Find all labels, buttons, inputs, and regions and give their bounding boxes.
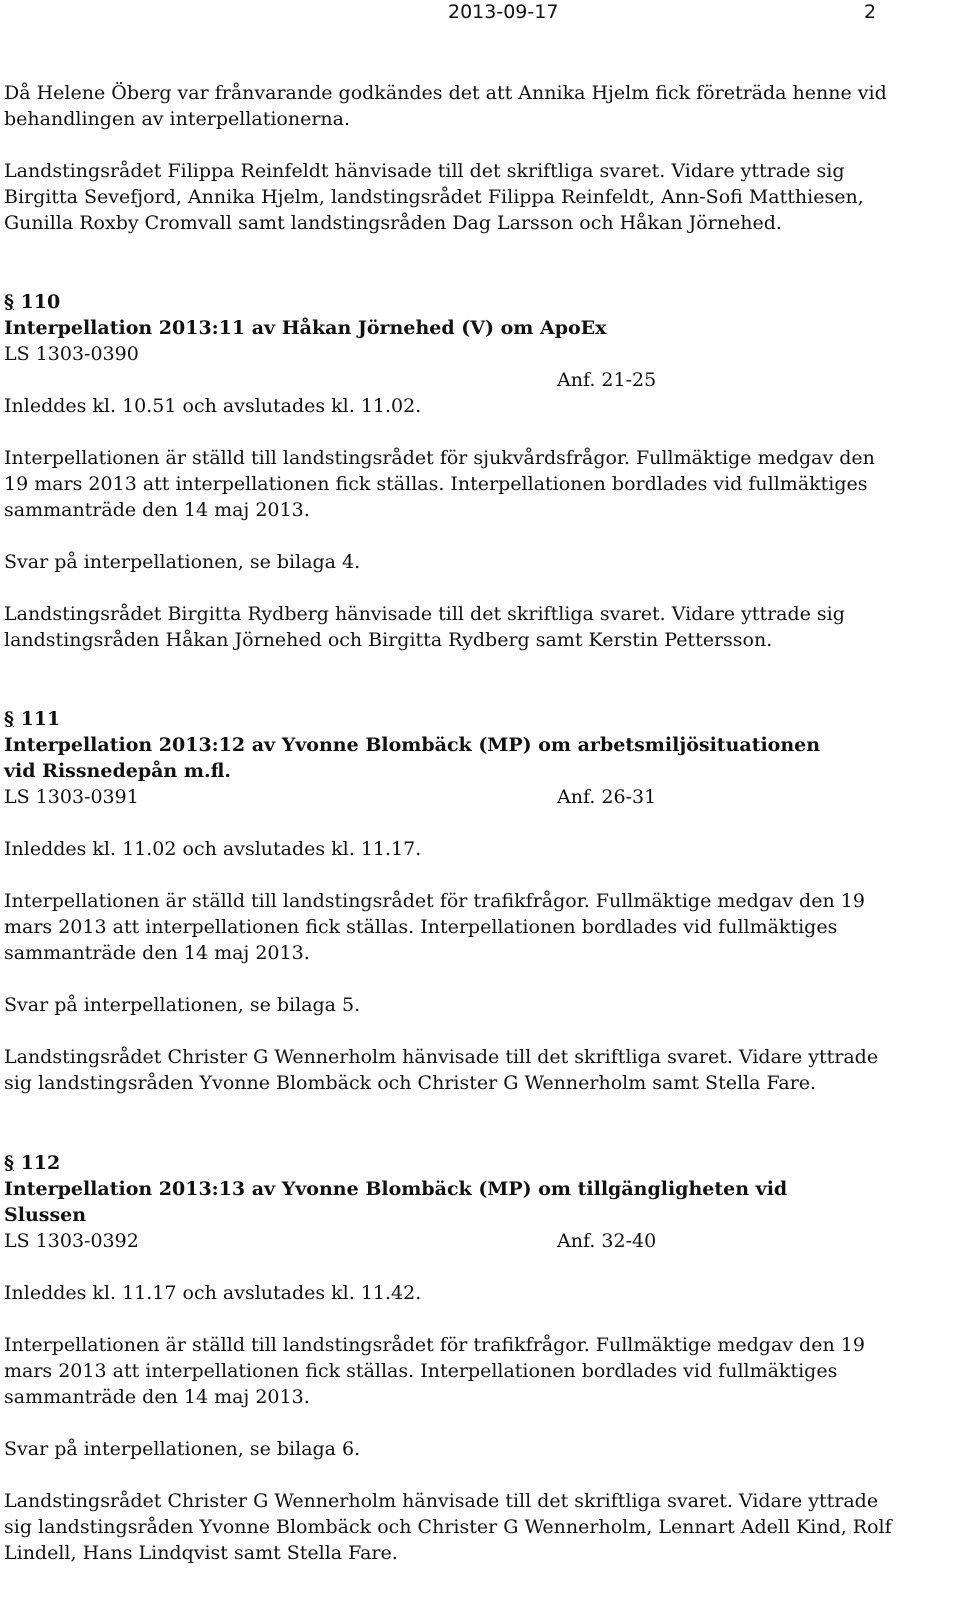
section-110-title: Interpellation 2013:11 av Håkan Jörnehed (V) om ApoEx bbox=[4, 317, 607, 339]
section-symbol: § bbox=[4, 708, 14, 730]
intro-paragraph-2-line: Gunilla Roxby Cromvall samt landstingsråden Dag Larsson och Håkan Jörnehed. bbox=[4, 212, 782, 234]
section-112-svar: Svar på interpellationen, se bilaga 6. bbox=[4, 1438, 361, 1460]
intro-paragraph-2-line: Birgitta Sevefjord, Annika Hjelm, landstingsrådet Filippa Reinfeldt, Ann-Sofi Matthiesen, bbox=[4, 186, 864, 208]
section-111-anf: Anf. 26-31 bbox=[557, 786, 657, 808]
section-112-closing-line: Lindell, Hans Lindqvist samt Stella Fare. bbox=[4, 1542, 398, 1564]
section-111-closing-line: Landstingsrådet Christer G Wennerholm hänvisade till det skriftliga svaret. Vidare yttrade bbox=[4, 1046, 879, 1068]
section-number: 112 bbox=[20, 1152, 61, 1174]
section-112-closing-line: Landstingsrådet Christer G Wennerholm hänvisade till det skriftliga svaret. Vidare yttrade bbox=[4, 1490, 879, 1512]
section-number: 110 bbox=[20, 291, 61, 313]
section-111-ls-number: LS 1303-0391 bbox=[4, 786, 139, 808]
section-110-closing-line: Landstingsrådet Birgitta Rydberg hänvisade till det skriftliga svaret. Vidare yttrade sig bbox=[4, 603, 845, 625]
section-112-closing-line: sig landstingsråden Yvonne Blombäck och Christer G Wennerholm, Lennart Adell Kind, Rolf bbox=[4, 1516, 892, 1538]
page-header bbox=[0, 0, 960, 26]
section-111-time: Inleddes kl. 11.02 och avslutades kl. 11.17. bbox=[4, 838, 422, 860]
section-112-ls-number: LS 1303-0392 bbox=[4, 1230, 139, 1252]
section-112-time: Inleddes kl. 11.17 och avslutades kl. 11.42. bbox=[4, 1282, 422, 1304]
section-110-svar: Svar på interpellationen, se bilaga 4. bbox=[4, 551, 361, 573]
section-112-title-line: Slussen bbox=[4, 1204, 87, 1226]
section-110-body-line: Interpellationen är ställd till landstingsrådet för sjukvårdsfrågor. Fullmäktige medgav den bbox=[4, 447, 875, 469]
section-110-closing-line: landstingsråden Håkan Jörnehed och Birgitta Rydberg samt Kerstin Pettersson. bbox=[4, 629, 773, 651]
section-111-svar: Svar på interpellationen, se bilaga 5. bbox=[4, 994, 361, 1016]
section-112-body-line: Interpellationen är ställd till landstingsrådet för trafikfrågor. Fullmäktige medgav den 19 bbox=[4, 1334, 865, 1356]
section-number: 111 bbox=[20, 708, 61, 730]
section-110-anf: Anf. 21-25 bbox=[557, 369, 657, 391]
section-112-heading bbox=[4, 1150, 60, 1176]
section-112-body-line: mars 2013 att interpellationen fick ställas. Interpellationen bordlades vid fullmäktiges bbox=[4, 1360, 838, 1382]
page-number: 2 bbox=[864, 1, 877, 23]
section-112-body-line: sammanträde den 14 maj 2013. bbox=[4, 1386, 310, 1408]
section-symbol: § bbox=[4, 291, 14, 313]
section-111-heading bbox=[4, 706, 60, 732]
section-111-title-line: vid Rissnedepån m.fl. bbox=[4, 760, 232, 782]
intro-paragraph-1-line: behandlingen av interpellationerna. bbox=[4, 108, 351, 130]
intro-paragraph-1-line: Då Helene Öberg var frånvarande godkändes det att Annika Hjelm fick företräda henne vid bbox=[4, 82, 887, 104]
section-110-time: Inleddes kl. 10.51 och avslutades kl. 11.02. bbox=[4, 395, 422, 417]
intro-paragraph-2-line: Landstingsrådet Filippa Reinfeldt hänvisade till det skriftliga svaret. Vidare yttrade sig bbox=[4, 160, 845, 182]
section-110-body-line: sammanträde den 14 maj 2013. bbox=[4, 499, 310, 521]
section-112-title-line: Interpellation 2013:13 av Yvonne Blombäck (MP) om tillgängligheten vid bbox=[4, 1178, 788, 1200]
section-111-closing-line: sig landstingsråden Yvonne Blombäck och Christer G Wennerholm samt Stella Fare. bbox=[4, 1072, 817, 1094]
section-110-heading bbox=[4, 289, 60, 315]
section-111-title-line: Interpellation 2013:12 av Yvonne Blombäck (MP) om arbetsmiljösituationen bbox=[4, 734, 821, 756]
section-111-body-line: mars 2013 att interpellationen fick ställas. Interpellationen bordlades vid fullmäktiges bbox=[4, 916, 838, 938]
header-date: 2013-09-17 bbox=[448, 1, 559, 23]
section-110-body-line: 19 mars 2013 att interpellationen fick ställas. Interpellationen bordlades vid fullmäktiges bbox=[4, 473, 868, 495]
section-112-anf: Anf. 32-40 bbox=[557, 1230, 657, 1252]
section-111-body-line: Interpellationen är ställd till landstingsrådet för trafikfrågor. Fullmäktige medgav den 19 bbox=[4, 890, 865, 912]
section-111-body-line: sammanträde den 14 maj 2013. bbox=[4, 942, 310, 964]
section-symbol: § bbox=[4, 1152, 14, 1174]
section-110-ls-number: LS 1303-0390 bbox=[4, 343, 139, 365]
